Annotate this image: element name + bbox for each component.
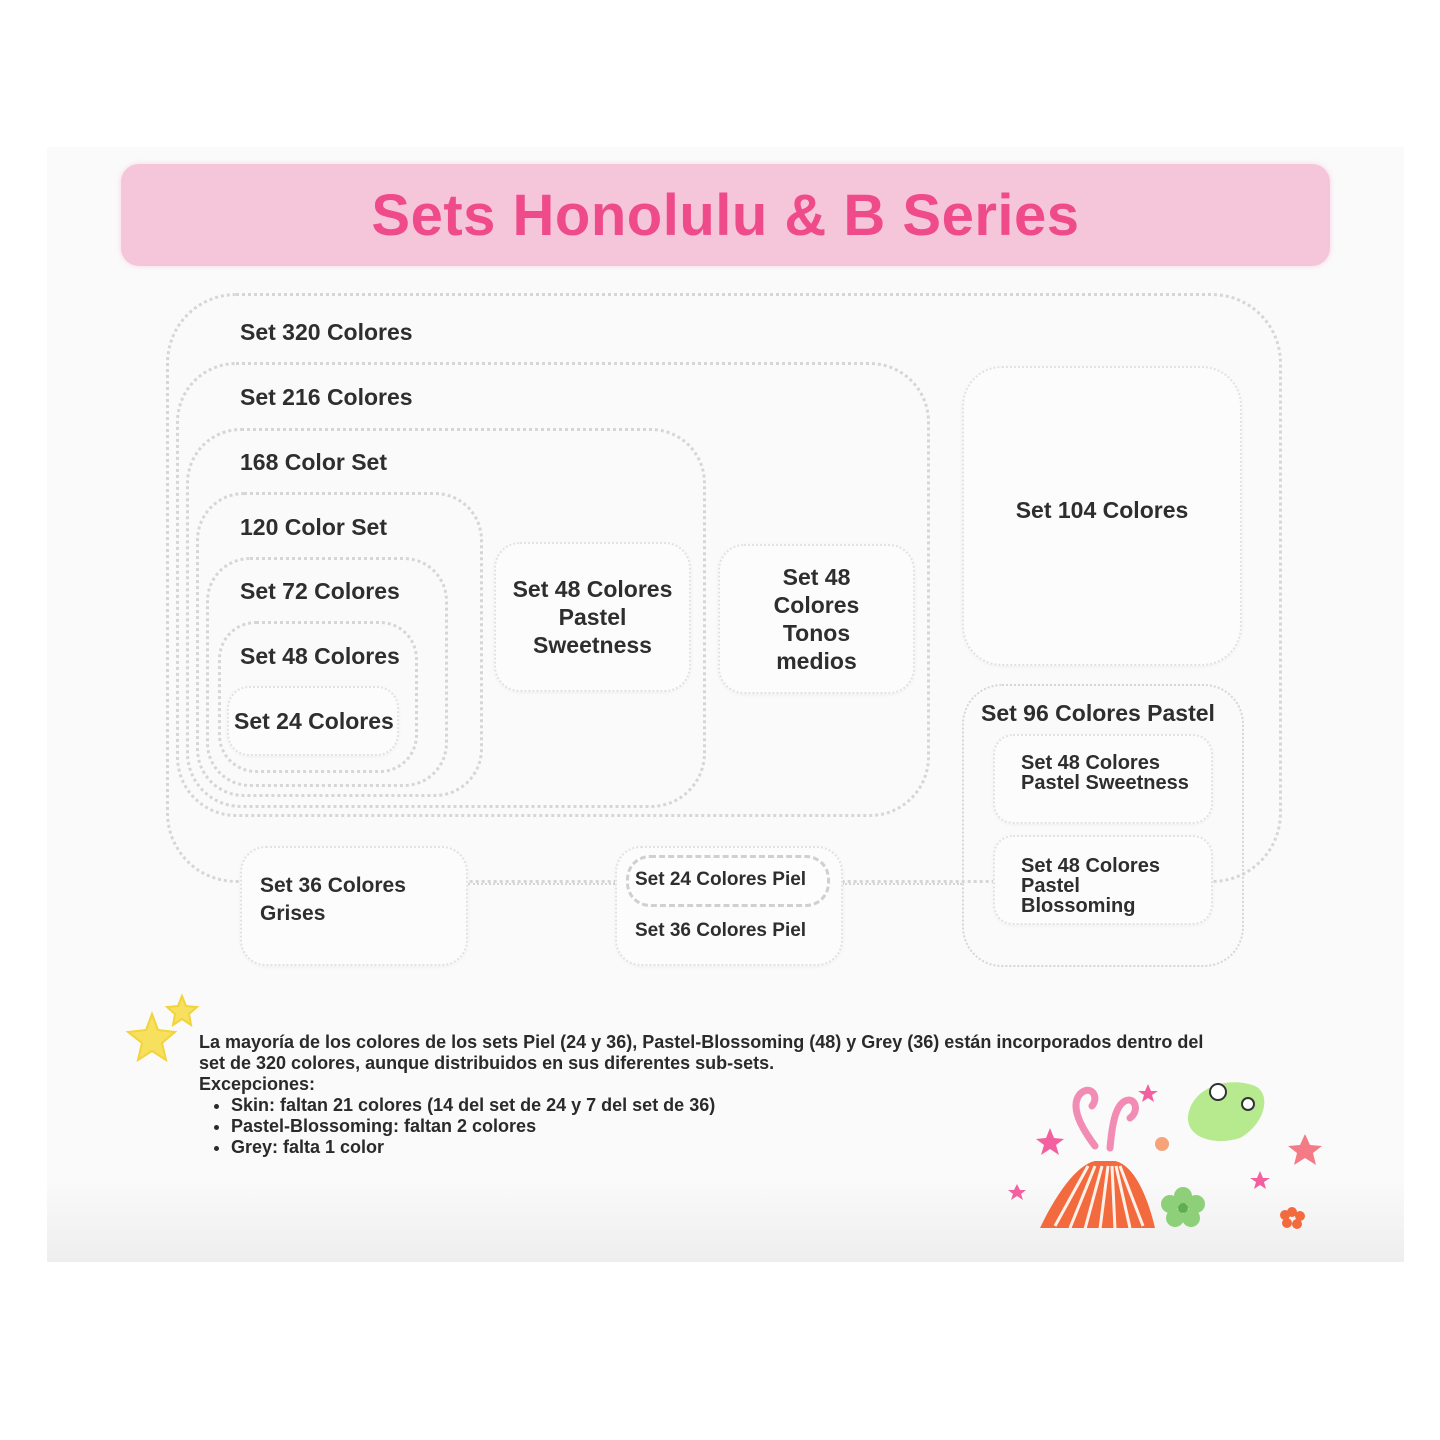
label-set-104: Set 104 Colores — [1015, 497, 1189, 523]
label-set-120: 120 Color Set — [240, 514, 387, 540]
connector-line-left — [468, 883, 615, 885]
label-set-96-pastel: Set 96 Colores Pastel — [981, 700, 1215, 726]
label-set-216: Set 216 Colores — [240, 384, 413, 410]
exception-item: • Grey: falta 1 color — [231, 1137, 1219, 1158]
exception-item: • Skin: faltan 21 colores (14 del set de 24 y 7 del set de 36) — [231, 1095, 1219, 1116]
footnote-exceptions-label: Excepciones: — [199, 1074, 316, 1094]
label-set-96-blossoming: Set 48 Colores Pastel Blossoming — [1021, 855, 1160, 917]
label-set-96-sweetness: Set 48 Colores Pastel Sweetness — [1021, 752, 1189, 794]
label-set-168: 168 Color Set — [240, 449, 387, 475]
card-set-104 — [962, 366, 1242, 666]
label-set-24-piel: Set 24 Colores Piel — [635, 869, 807, 890]
stars-icon — [120, 992, 210, 1072]
card-set-48-pastel-sweetness — [494, 542, 691, 692]
label-set-320: Set 320 Colores — [240, 319, 413, 345]
card-set-96-blossoming — [993, 835, 1213, 925]
label-set-72: Set 72 Colores — [240, 578, 400, 604]
connector-line-right — [842, 883, 962, 885]
card-set-36-grises — [240, 846, 468, 966]
label-set-36-piel: Set 36 Colores Piel — [635, 920, 807, 941]
exception-item: • Pastel-Blossoming: faltan 2 colores — [231, 1116, 1219, 1137]
title-banner — [121, 164, 1330, 266]
volcano-illustration-icon — [1000, 1066, 1330, 1246]
label-set-48-pastel-sweetness: Set 48 Colores Pastel Sweetness — [512, 576, 673, 658]
label-set-48-tonos-medios: Set 48 Colores Tonos medios — [773, 564, 860, 674]
label-set-48: Set 48 Colores — [240, 643, 400, 669]
page-title: Sets Honolulu & B Series — [371, 182, 1080, 248]
card-set-48-tonos-medios — [718, 544, 915, 694]
footnote-main: La mayoría de los colores de los sets Piel (24 y 36), Pastel-Blossoming (48) y Grey (36) están incorporados dentro del set de 320 colores, aunque distribuidos en sus diferentes sub-sets. — [199, 1032, 1204, 1073]
card-set-96-sweetness — [993, 734, 1213, 824]
label-set-24: Set 24 Colores — [234, 708, 394, 734]
label-set-36-grises: Set 36 Colores Grises — [260, 874, 406, 925]
